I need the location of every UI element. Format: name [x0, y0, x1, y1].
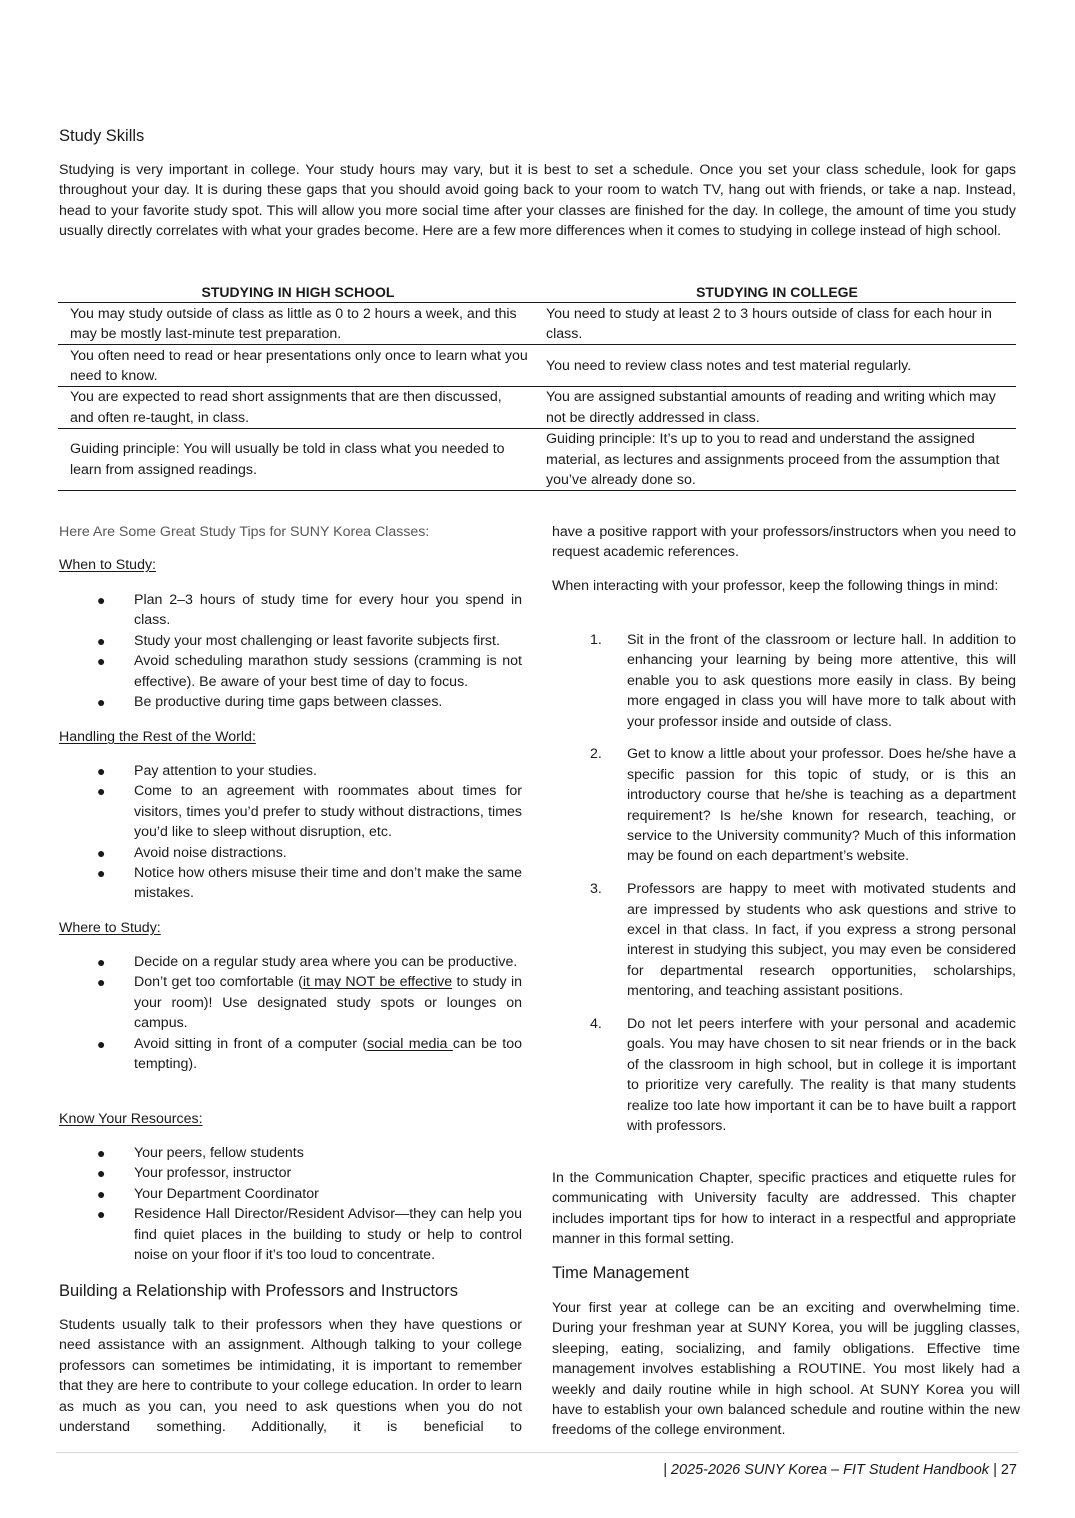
list-item: ● Avoid noise distractions.	[59, 843, 522, 863]
list-item: ● Decide on a regular study area where you can be productive.	[59, 952, 522, 972]
bullet-icon: ●	[97, 1145, 106, 1161]
comparison-table	[58, 281, 1016, 491]
table-row	[58, 345, 1016, 387]
study-tips-heading: Here Are Some Great Study Tips for SUNY Korea Classes:	[59, 524, 430, 540]
relationship-paragraph-continued: have a positive rapport with your professors/instructors when you need to request academic references.	[552, 524, 1016, 561]
list-number: 2.	[590, 746, 602, 763]
subheading-when-to-study: When to Study:	[59, 557, 156, 573]
header-college: STUDYING IN COLLEGE	[538, 281, 1016, 303]
list-item: ● Residence Hall Director/Resident Advisor—they can help you find quiet places in the building to study or help to control noise on your floor if it’s too loud to concentrate.	[97, 1206, 522, 1264]
list-number: 4.	[590, 1016, 602, 1033]
communication-note: In the Communication Chapter, specific practices and etiquette rules for communicating with University faculty are addressed. This chapter includes important tips for how to interact in a respectful and appropriate manner in this formal setting.	[552, 1170, 1016, 1248]
bullet-icon: ●	[97, 653, 106, 670]
cell-college: Guiding principle: It’s up to you to read and understand the assigned material, as lectures and assignments proceed from the assumption that you’ve already done so.	[538, 429, 1016, 491]
list-number: 3.	[590, 881, 602, 898]
list-item: 4. Do not let peers interfere with your personal and academic goals. You may have chosen to sit near friends or in the back of the classroom in high school, but in college it is important to prioritize very carefully. The reality is that many students realize too late how important it can be to have built a rapport with professors.	[590, 1016, 1016, 1135]
list-item: ● Avoid scheduling marathon study sessions (cramming is not effective). Be aware of your best time of day to focus.	[97, 653, 522, 690]
bullet-icon: ●	[97, 1206, 106, 1223]
list-item: ● Don’t get too comfortable (it may NOT be effective to study in your room)! Use designated study spots or lounges on campus.	[97, 974, 522, 1032]
cell-college: You are assigned substantial amounts of reading and writing which may not be directly addressed in class.	[538, 387, 1016, 429]
subheading-handling-world: Handling the Rest of the World:	[59, 729, 256, 745]
handling-world-list	[59, 761, 522, 904]
list-item: 3. Professors are happy to meet with motivated students and are impressed by students who ask questions and strive to excel in that class. In fact, if you express a strong personal interest in studying this subject, you may even be considered for departmental research opportunities, scholarships, mentoring, and teaching assistant positions.	[590, 881, 1016, 1000]
list-item: 2. Get to know a little about your professor. Does he/she have a specific passion for this topic of study, or is this an introductory course that he/she is teaching as a department requirement? Is he/she known for research, teaching, or service to the University community? Much of this information may be found on each department’s website.	[590, 746, 1016, 865]
list-item: ● Come to an agreement with roommates about times for visitors, times you’d prefer to study without distractions, times you’d like to sleep without disruption, etc.	[97, 783, 522, 841]
section-title-study-skills: Study Skills	[59, 127, 145, 145]
bullet-icon: ●	[97, 954, 106, 970]
bullet-icon: ●	[97, 844, 106, 861]
interacting-intro: When interacting with your professor, keep the following things in mind:	[552, 578, 999, 594]
header-high-school: STUDYING IN HIGH SCHOOL	[58, 281, 538, 303]
list-item: ● Pay attention to your studies.	[59, 761, 522, 781]
cell-college: You need to study at least 2 to 3 hours outside of class for each hour in class.	[538, 303, 1016, 345]
list-item: ● Your Department Coordinator	[59, 1184, 522, 1204]
table-header-row	[58, 281, 1016, 303]
list-item: 1. Sit in the front of the classroom or lecture hall. In addition to enhancing your learning by being more attentive, this will enable you to ask questions more easily in class. By being more engaged in class you will have more to talk about with your professor inside and outside of class.	[590, 632, 1016, 730]
time-management-paragraph: Your first year at college can be an exciting and overwhelming time. During your freshman year at SUNY Korea, you will be juggling classes, sleeping, eating, socializing, and family obligations. Effective time management involves establishing a ROUTINE. You most likely had a weekly and daily routine while in high school. At SUNY Korea you will have to establish your own balanced schedule and routine within the new freedoms of the college environment.	[552, 1300, 1020, 1439]
bullet-icon: ●	[97, 763, 106, 779]
subheading-where-to-study: Where to Study:	[59, 920, 161, 936]
list-item: ● Notice how others misuse their time and don’t make the same mistakes.	[97, 865, 522, 902]
page-footer	[663, 1460, 1017, 1480]
section-title-relationship: Building a Relationship with Professors and Instructors	[59, 1282, 458, 1300]
emphasis-not-effective: it may NOT be effective	[302, 974, 453, 991]
list-item: ● Study your most challenging or least favorite subjects first.	[59, 631, 522, 651]
bullet-icon: ●	[97, 694, 106, 711]
intro-paragraph: Studying is very important in college. Your study hours may vary, but it is best to set a schedule. Once you set your class schedule, look for gaps throughout your day. It is during these gaps that you should avoid going back to your room to watch TV, hang out with friends, or take a nap. Instead, head to your favorite study spot. This will allow you more social time after your classes are finished for the day. In college, the amount of time you study usually directly correlates with what your grades become. Here are a few more differences when it comes to studying in college instead of high school.	[59, 162, 1016, 240]
bullet-icon: ●	[97, 865, 106, 882]
subheading-know-resources: Know Your Resources:	[59, 1111, 203, 1127]
bullet-icon: ●	[97, 783, 106, 800]
when-to-study-list	[59, 590, 522, 712]
cell-college: You need to review class notes and test material regularly.	[538, 345, 1016, 387]
page-number: 27	[1000, 1462, 1017, 1478]
bullet-icon: ●	[97, 592, 106, 608]
table-row	[58, 387, 1016, 429]
list-item: ● Your peers, fellow students	[59, 1143, 522, 1163]
relationship-paragraph-start: Students usually talk to their professors when they have questions or need assistance with an assignment. Although talking to your college professors can sometimes be intimidating, it is important to remember that they are here to contribute to your college education. In order to learn as much as you can, you need to ask questions when you do not understand something. Additionally, it is beneficial to	[59, 1317, 522, 1436]
bullet-icon: ●	[97, 974, 106, 991]
list-item: ● Avoid sitting in front of a computer (social media can be too tempting).	[97, 1035, 523, 1073]
where-to-study-list	[59, 952, 522, 1074]
list-item: ● Your professor, instructor	[59, 1163, 522, 1183]
professor-tips-list	[552, 630, 1016, 1149]
cell-high-school: You often need to read or hear presentations only once to learn what you need to know.	[58, 345, 538, 387]
resources-list	[59, 1143, 522, 1265]
footer-divider	[56, 1452, 1018, 1453]
emphasis-social-media: social media	[367, 1035, 453, 1052]
bullet-icon: ●	[97, 1165, 106, 1182]
section-title-time-management: Time Management	[552, 1264, 689, 1282]
table-row	[58, 429, 1016, 491]
cell-high-school: You are expected to read short assignments that are then discussed, and often re-taught, in class.	[58, 387, 538, 429]
footer-handbook-title: | 2025-2026 SUNY Korea – FIT Student Handbook |	[663, 1462, 997, 1478]
bullet-icon: ●	[97, 1035, 106, 1052]
bullet-icon: ●	[97, 632, 106, 649]
list-number: 1.	[590, 632, 602, 648]
table-row	[58, 303, 1016, 345]
cell-high-school: You may study outside of class as little as 0 to 2 hours a week, and this may be mostly last-minute test preparation.	[58, 303, 538, 345]
bullet-icon: ●	[97, 1185, 106, 1202]
list-item: ● Plan 2–3 hours of study time for every hour you spend in class.	[97, 592, 522, 629]
cell-high-school: Guiding principle: You will usually be told in class what you needed to learn from assigned readings.	[58, 429, 538, 491]
list-item: ● Be productive during time gaps between classes.	[59, 692, 522, 712]
